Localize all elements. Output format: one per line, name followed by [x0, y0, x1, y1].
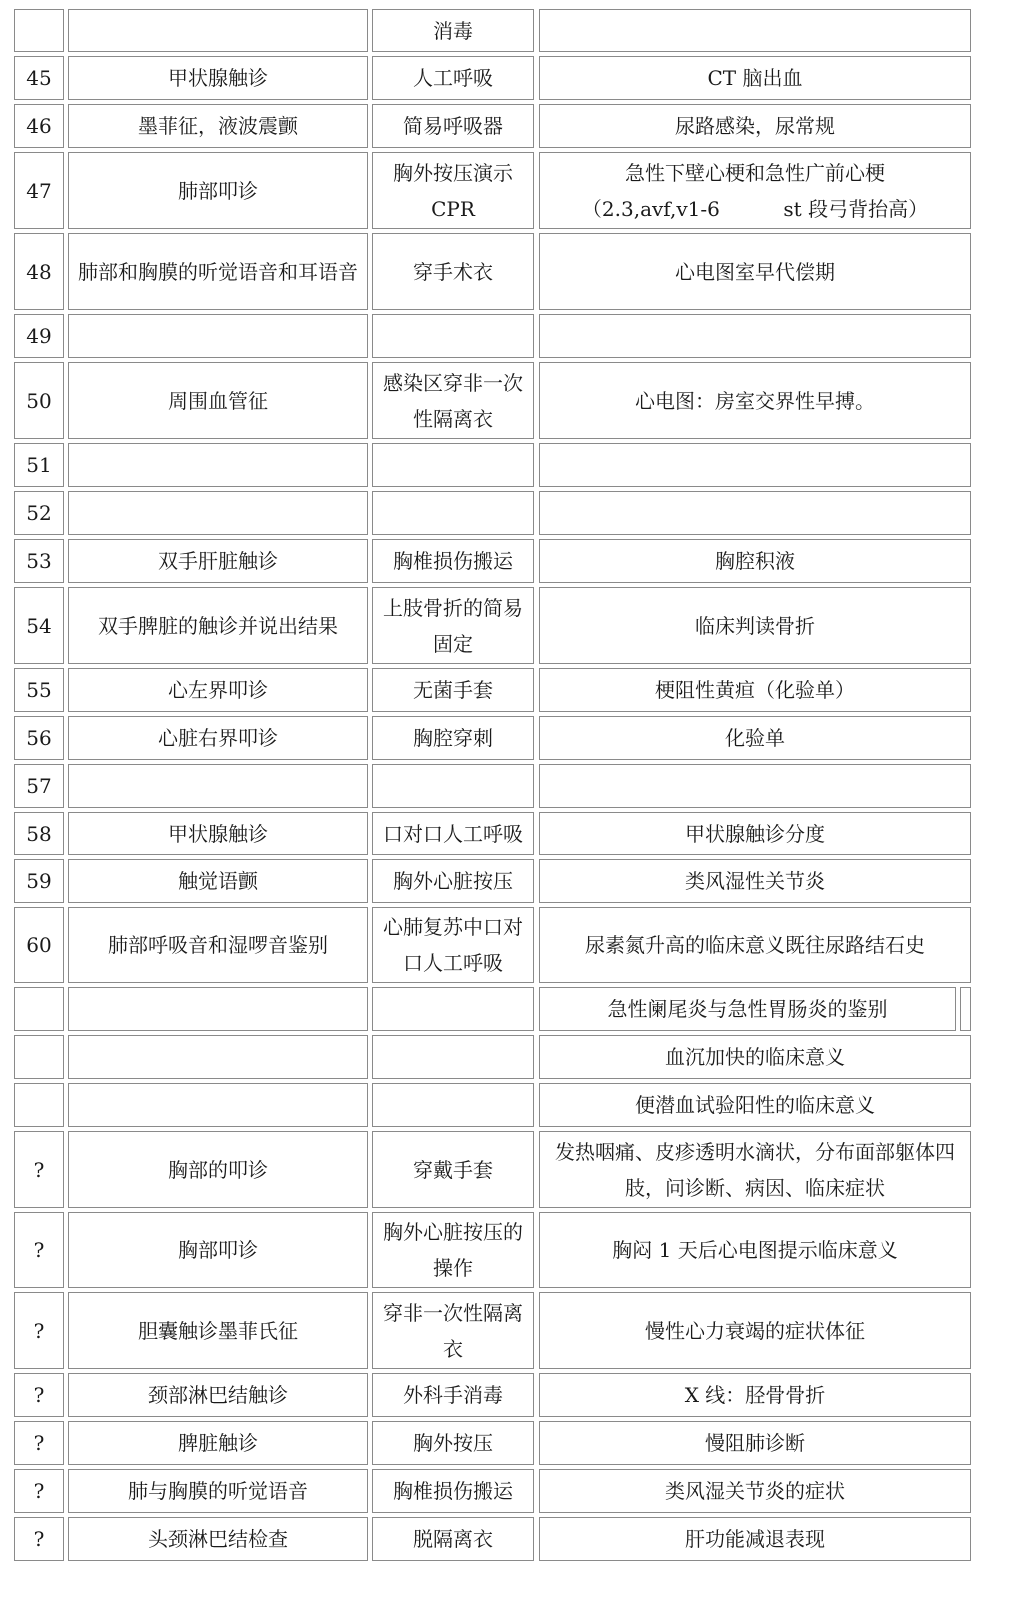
- row-number-cell: 56: [14, 716, 64, 760]
- interpretation-cell: 胸闷 1 天后心电图提示临床意义: [539, 1212, 971, 1288]
- row-number-cell: 47: [14, 152, 64, 229]
- table-row: [0, 1469, 1017, 1513]
- row-number-cell: ?: [14, 1517, 64, 1561]
- physical-exam-cell: 胸部的叩诊: [68, 1131, 368, 1208]
- procedure-cell: [372, 491, 534, 535]
- physical-exam-cell: [68, 764, 368, 808]
- physical-exam-cell: 肺部和胸膜的听觉语音和耳语音: [68, 233, 368, 310]
- procedure-cell: [372, 764, 534, 808]
- physical-exam-cell: [68, 491, 368, 535]
- physical-exam-cell: 触觉语颤: [68, 859, 368, 903]
- physical-exam-cell: 肺部呼吸音和湿啰音鉴别: [68, 907, 368, 983]
- physical-exam-cell: [68, 1083, 368, 1127]
- table-row: [0, 1292, 1017, 1369]
- row-number-cell: 49: [14, 314, 64, 358]
- procedure-cell: 上肢骨折的简易固定: [372, 587, 534, 664]
- procedure-cell: 心肺复苏中口对口人工呼吸: [372, 907, 534, 983]
- row-number-cell: ?: [14, 1421, 64, 1465]
- row-number-cell: 59: [14, 859, 64, 903]
- row-number-cell: ?: [14, 1131, 64, 1208]
- row-number-cell: 60: [14, 907, 64, 983]
- physical-exam-cell: 墨菲征，液波震颤: [68, 104, 368, 148]
- row-number-cell: 52: [14, 491, 64, 535]
- row-number-cell: 50: [14, 362, 64, 439]
- procedure-cell: 胸椎损伤搬运: [372, 539, 534, 583]
- table-row: [0, 1083, 1017, 1127]
- interpretation-cell: 发热咽痛、皮疹透明水滴状，分布面部躯体四肢，问诊断、病因、临床症状: [539, 1131, 971, 1208]
- interpretation-cell: [539, 491, 971, 535]
- physical-exam-cell: 甲状腺触诊: [68, 56, 368, 100]
- table-row: [0, 233, 1017, 310]
- row-number-cell: [14, 1035, 64, 1079]
- procedure-cell: 消毒: [372, 9, 534, 52]
- table-row: [0, 907, 1017, 983]
- row-number-cell: ?: [14, 1212, 64, 1288]
- procedure-cell: [372, 314, 534, 358]
- interpretation-cell: [539, 9, 971, 52]
- physical-exam-cell: [68, 987, 368, 1031]
- row-number-cell: ?: [14, 1469, 64, 1513]
- table-row: [0, 491, 1017, 535]
- table-row: [0, 1421, 1017, 1465]
- table-row: [0, 152, 1017, 229]
- procedure-cell: 感染区穿非一次性隔离衣: [372, 362, 534, 439]
- interpretation-cell: 心电图：房室交界性早搏。: [539, 362, 971, 439]
- procedure-cell: [372, 987, 534, 1031]
- row-number-cell: [14, 9, 64, 52]
- interpretation-cell: 胸腔积液: [539, 539, 971, 583]
- interpretation-cell: [539, 764, 971, 808]
- procedure-cell: 人工呼吸: [372, 56, 534, 100]
- procedure-cell: [372, 443, 534, 487]
- interpretation-cell: 慢阻肺诊断: [539, 1421, 971, 1465]
- interpretation-cell: 心电图室早代偿期: [539, 233, 971, 310]
- table-row: [0, 1212, 1017, 1288]
- interpretation-cell: [539, 314, 971, 358]
- interpretation-cell: 便潜血试验阳性的临床意义: [539, 1083, 971, 1127]
- table-row: [0, 1373, 1017, 1417]
- procedure-cell: 穿非一次性隔离衣: [372, 1292, 534, 1369]
- physical-exam-cell: 双手肝脏触诊: [68, 539, 368, 583]
- interpretation-cell: 尿路感染，尿常规: [539, 104, 971, 148]
- physical-exam-cell: [68, 9, 368, 52]
- physical-exam-cell: 心左界叩诊: [68, 668, 368, 712]
- table-row: [0, 1517, 1017, 1561]
- physical-exam-cell: [68, 443, 368, 487]
- table-row: [0, 587, 1017, 664]
- table-row: [0, 539, 1017, 583]
- table-row: [0, 9, 1017, 52]
- table-row: [0, 314, 1017, 358]
- procedure-cell: 胸外心脏按压的操作: [372, 1212, 534, 1288]
- physical-exam-cell: [68, 314, 368, 358]
- procedure-cell: 外科手消毒: [372, 1373, 534, 1417]
- row-number-cell: 46: [14, 104, 64, 148]
- table-row: [0, 812, 1017, 855]
- table-row: [0, 859, 1017, 903]
- table-row: [0, 104, 1017, 148]
- physical-exam-cell: 双手脾脏的触诊并说出结果: [68, 587, 368, 664]
- interpretation-cell: 甲状腺触诊分度: [539, 812, 971, 855]
- procedure-cell: 胸外按压演示 CPR: [372, 152, 534, 229]
- table-row: [0, 764, 1017, 808]
- row-number-cell: 48: [14, 233, 64, 310]
- row-number-cell: 45: [14, 56, 64, 100]
- interpretation-cell: 化验单: [539, 716, 971, 760]
- physical-exam-cell: [68, 1035, 368, 1079]
- table-row: [0, 56, 1017, 100]
- physical-exam-cell: 周围血管征: [68, 362, 368, 439]
- physical-exam-cell: 心脏右界叩诊: [68, 716, 368, 760]
- interpretation-cell: 急性下壁心梗和急性广前心梗 （2.3,avf,v1-6 st 段弓背抬高）: [539, 152, 971, 229]
- row-number-cell: ?: [14, 1292, 64, 1369]
- row-number-cell: [14, 987, 64, 1031]
- physical-exam-cell: 头颈淋巴结检查: [68, 1517, 368, 1561]
- table-row: [0, 716, 1017, 760]
- interpretation-cell: 血沉加快的临床意义: [539, 1035, 971, 1079]
- row-number-cell: 51: [14, 443, 64, 487]
- row-number-cell: 58: [14, 812, 64, 855]
- table-row: [0, 1131, 1017, 1208]
- procedure-cell: 简易呼吸器: [372, 104, 534, 148]
- table-row: [0, 362, 1017, 439]
- interpretation-cell: 临床判读骨折: [539, 587, 971, 664]
- split-edge-cell: [960, 987, 971, 1031]
- row-number-cell: 55: [14, 668, 64, 712]
- table-row: [0, 443, 1017, 487]
- procedure-cell: 胸外心脏按压: [372, 859, 534, 903]
- procedure-cell: 胸腔穿刺: [372, 716, 534, 760]
- physical-exam-cell: 甲状腺触诊: [68, 812, 368, 855]
- interpretation-cell: 梗阻性黄疸（化验单）: [539, 668, 971, 712]
- interpretation-cell: 类风湿关节炎的症状: [539, 1469, 971, 1513]
- procedure-cell: [372, 1083, 534, 1127]
- physical-exam-cell: 肺与胸膜的听觉语音: [68, 1469, 368, 1513]
- interpretation-cell: 慢性心力衰竭的症状体征: [539, 1292, 971, 1369]
- procedure-cell: 脱隔离衣: [372, 1517, 534, 1561]
- interpretation-cell: [539, 443, 971, 487]
- procedure-cell: 口对口人工呼吸: [372, 812, 534, 855]
- physical-exam-cell: 颈部淋巴结触诊: [68, 1373, 368, 1417]
- physical-exam-cell: 肺部叩诊: [68, 152, 368, 229]
- procedure-cell: 胸椎损伤搬运: [372, 1469, 534, 1513]
- interpretation-cell: 急性阑尾炎与急性胃肠炎的鉴别: [539, 987, 956, 1031]
- row-number-cell: 53: [14, 539, 64, 583]
- interpretation-cell: CT 脑出血: [539, 56, 971, 100]
- interpretation-cell: 类风湿性关节炎: [539, 859, 971, 903]
- procedure-cell: 穿戴手套: [372, 1131, 534, 1208]
- procedure-cell: 胸外按压: [372, 1421, 534, 1465]
- interpretation-cell: X 线：胫骨骨折: [539, 1373, 971, 1417]
- row-number-cell: [14, 1083, 64, 1127]
- row-number-cell: ?: [14, 1373, 64, 1417]
- table-row: [0, 668, 1017, 712]
- row-number-cell: 54: [14, 587, 64, 664]
- table-row: [0, 1035, 1017, 1079]
- procedure-cell: 穿手术衣: [372, 233, 534, 310]
- physical-exam-cell: 胸部叩诊: [68, 1212, 368, 1288]
- interpretation-cell: 肝功能减退表现: [539, 1517, 971, 1561]
- procedure-cell: 无菌手套: [372, 668, 534, 712]
- procedure-cell: [372, 1035, 534, 1079]
- physical-exam-cell: 脾脏触诊: [68, 1421, 368, 1465]
- physical-exam-cell: 胆囊触诊墨菲氏征: [68, 1292, 368, 1369]
- interpretation-cell: 尿素氮升高的临床意义既往尿路结石史: [539, 907, 971, 983]
- table-row: [0, 987, 1017, 1031]
- row-number-cell: 57: [14, 764, 64, 808]
